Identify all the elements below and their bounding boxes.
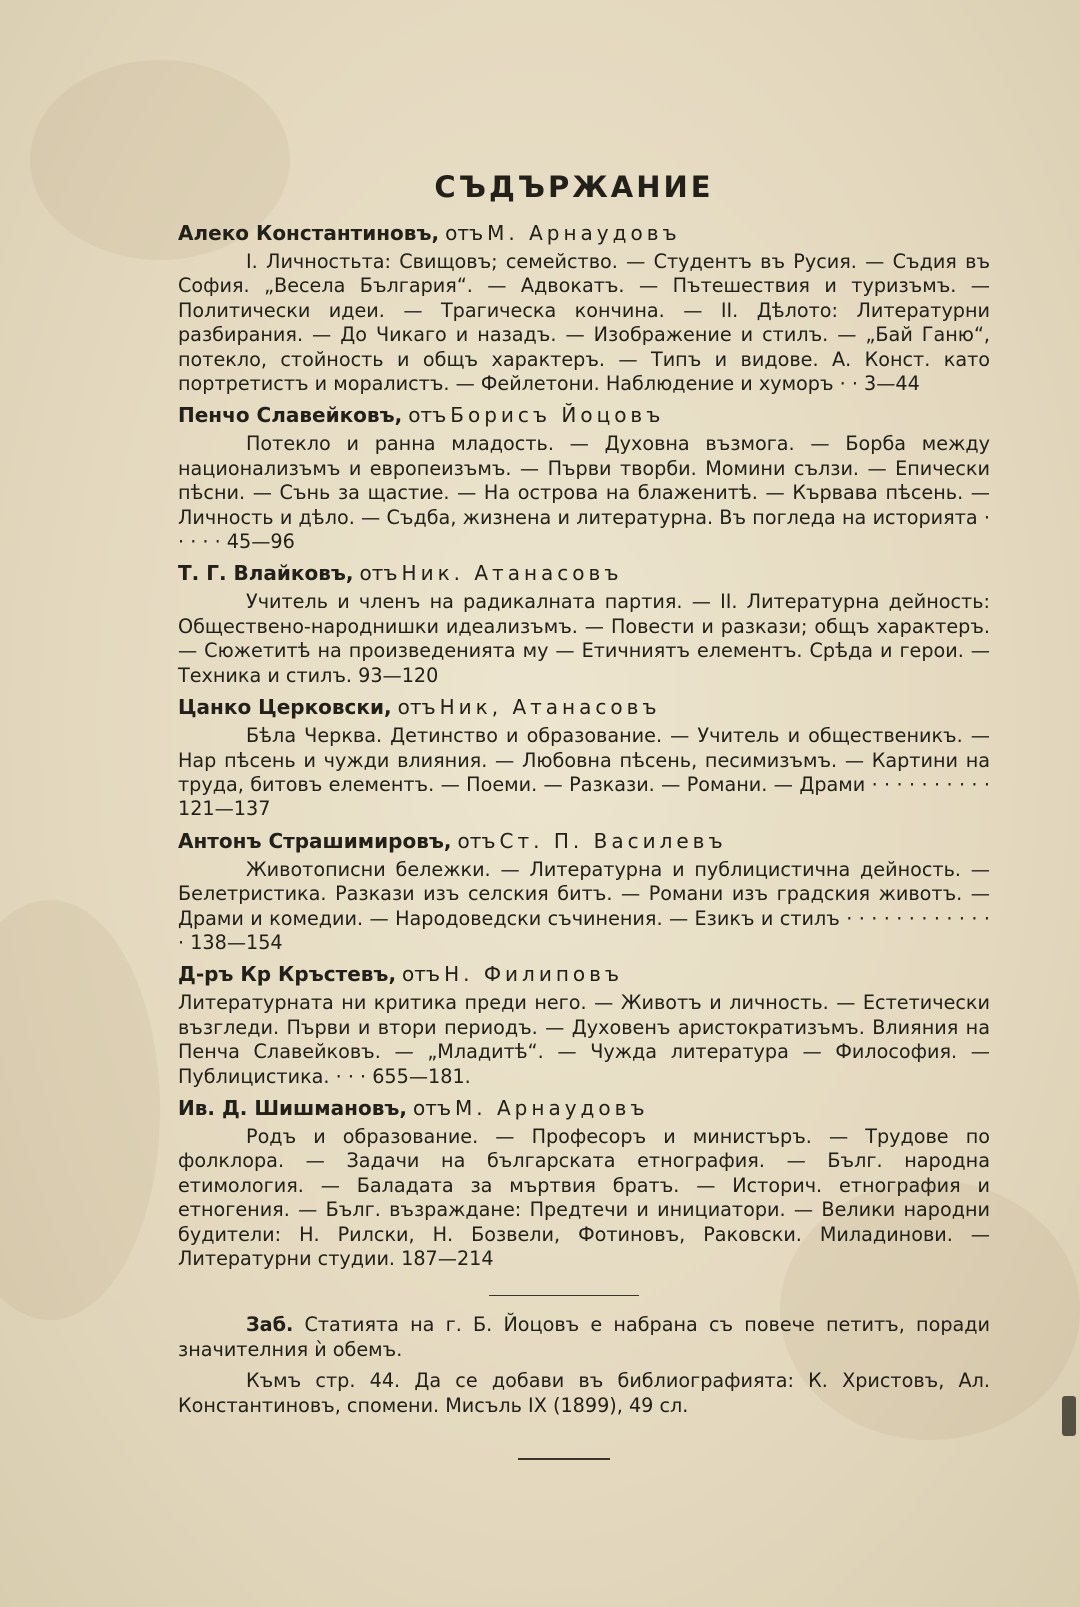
entry-critic: Ст. П. Василевъ <box>499 828 727 853</box>
entry-critic: Ник, Атанасовъ <box>439 695 661 720</box>
page-edge-mark <box>1062 1396 1076 1436</box>
paper-stain <box>0 900 160 1320</box>
entry-by: отъ <box>397 695 436 720</box>
entry-body: Учитель и членъ на радикалната партия. — II. Литературна дейность: Обществено-народнишки идеализъмъ. — Повести и разкази; общъ характеръ. — Сюжетитѣ на произведенията му — Етичниятъ елементъ. Срѣда и герои. — Техника и стилъ. 93—120 <box>178 590 990 687</box>
entry-body: Бѣла Черква. Детинство и образование. — Учитель и общественикъ. — Нар пѣсень и чужди влияния. — Любовна пѣсень, песимизъмъ. — Картини на труда, битовъ елементъ. — Поеми. — Разкази. — Романи. — Драми · · · · · · · · · · 121—137 <box>178 724 990 821</box>
end-divider <box>518 1458 610 1460</box>
entry-body: Животописни бележки. — Литературна и публицистична дейность. — Белетристика. Разкази изъ селския битъ. — Романи изъ градския животъ. — Драми и комедии. — Народоведски съчинения. — Езикъ и стилъ · · · · · · · · · · · · · 138—154 <box>178 857 990 954</box>
entry-critic: Ник. Атанасовъ <box>401 561 623 586</box>
table-of-contents <box>178 170 990 1460</box>
entry-heading <box>178 218 990 248</box>
entry-author: Ив. Д. Шишмановъ, <box>178 1095 407 1120</box>
toc-entry <box>178 400 990 554</box>
toc-entry <box>178 692 990 822</box>
entry-by: отъ <box>445 221 484 245</box>
entry-author: Алеко Константиновъ, <box>178 221 440 245</box>
entry-heading <box>178 558 990 588</box>
toc-entry <box>178 959 990 1089</box>
footnote-label: Заб. <box>246 1313 294 1337</box>
toc-entry <box>178 218 990 396</box>
entry-heading <box>178 400 990 430</box>
footnote <box>178 1312 990 1362</box>
entry-by: отъ <box>457 828 496 853</box>
entry-critic: Н. Филиповъ <box>444 962 624 987</box>
entry-heading <box>178 692 990 722</box>
entry-by: отъ <box>408 403 447 428</box>
entry-author: Т. Г. Влайковъ, <box>178 561 354 586</box>
addendum-note: Къмъ стр. 44. Да се добави въ библиографията: К. Христовъ, Ал. Константиновъ, спомени. Мисъль IX (1899), 49 сл. <box>178 1369 990 1418</box>
entry-critic: М. Арнаудовъ <box>487 221 681 245</box>
entry-by: отъ <box>359 561 398 586</box>
toc-entry <box>178 1093 990 1271</box>
entry-critic: Борисъ Йоцовъ <box>450 403 665 428</box>
entry-author: Пенчо Славейковъ, <box>178 403 403 428</box>
entry-heading <box>178 959 990 989</box>
entry-heading <box>178 826 990 856</box>
entry-author: Цанко Церковски, <box>178 695 392 720</box>
entry-body: Литературната ни критика преди него. — Животъ и личность. — Естетически възгледи. Първи и втори периодъ. — Духовенъ аристократизъмъ. Влияния на Пенча Славейковъ. — „Младитѣ“. — Чужда литература — Философия. — Публицистика. · · · 655—181. <box>178 991 990 1088</box>
entry-author: Антонъ Страшимировъ, <box>178 828 452 853</box>
toc-entry <box>178 558 990 688</box>
entry-by: отъ <box>412 1095 452 1120</box>
divider <box>489 1295 639 1296</box>
entry-critic: М. Арнаудовъ <box>455 1095 649 1120</box>
entry-author: Д-ръ Кр Кръстевъ, <box>178 962 397 987</box>
entry-heading <box>178 1093 990 1123</box>
entry-body: Родъ и образование. — Професоръ и министъръ. — Трудове по фолклора. — Задачи на българската етнография. — Бълг. народна етимология. — Баладата за мъртвия братъ. — Историч. етнография и етногения. — Бълг. възраждане: Предтечи и инициатори. — Велики народни будители: Н. Рилски, Н. Бозвели, Фотиновъ, Раковски. Миладинови. — Литературни студии. 187—214 <box>178 1124 990 1270</box>
entry-by: отъ <box>402 962 441 987</box>
entry-body: Потекло и ранна младость. — Духовна възмога. — Борба между национализъмъ и европеизъмъ. — Първи творби. Момини сълзи. — Епически пѣсни. — Сънь за щастие. — На острова на блаженитѣ. — Кървава пѣсень. — Личность и дѣло. — Съдба, жизнена и литературна. Въ погледа на историята · · · · · 45—96 <box>178 432 990 554</box>
footnote-text: Статията на г. Б. Йоцовъ е набрана съ повече петитъ, поради значителния ѝ обемъ. <box>178 1313 990 1362</box>
entry-body: I. Личностьта: Свищовъ; семейство. — Студентъ въ Русия. — Съдия въ София. „Весела България“. — Адвокатъ. — Пътешествия и туризъмъ. — Политически идеи. — Трагическа кончина. — II. Дѣлото: Литературни разбирания. — До Чикаго и назадъ. — Изображение и стилъ. — „Бай Ганю“, потекло, стойность и общъ характеръ. — Типъ и видове. А. Конст. като портретистъ и моралистъ. — Фейлетони. Наблюдение и хуморъ · · 3—44 <box>178 250 990 396</box>
page-title: СЪДЪРЖАНИЕ <box>434 170 714 204</box>
toc-entry <box>178 826 990 956</box>
